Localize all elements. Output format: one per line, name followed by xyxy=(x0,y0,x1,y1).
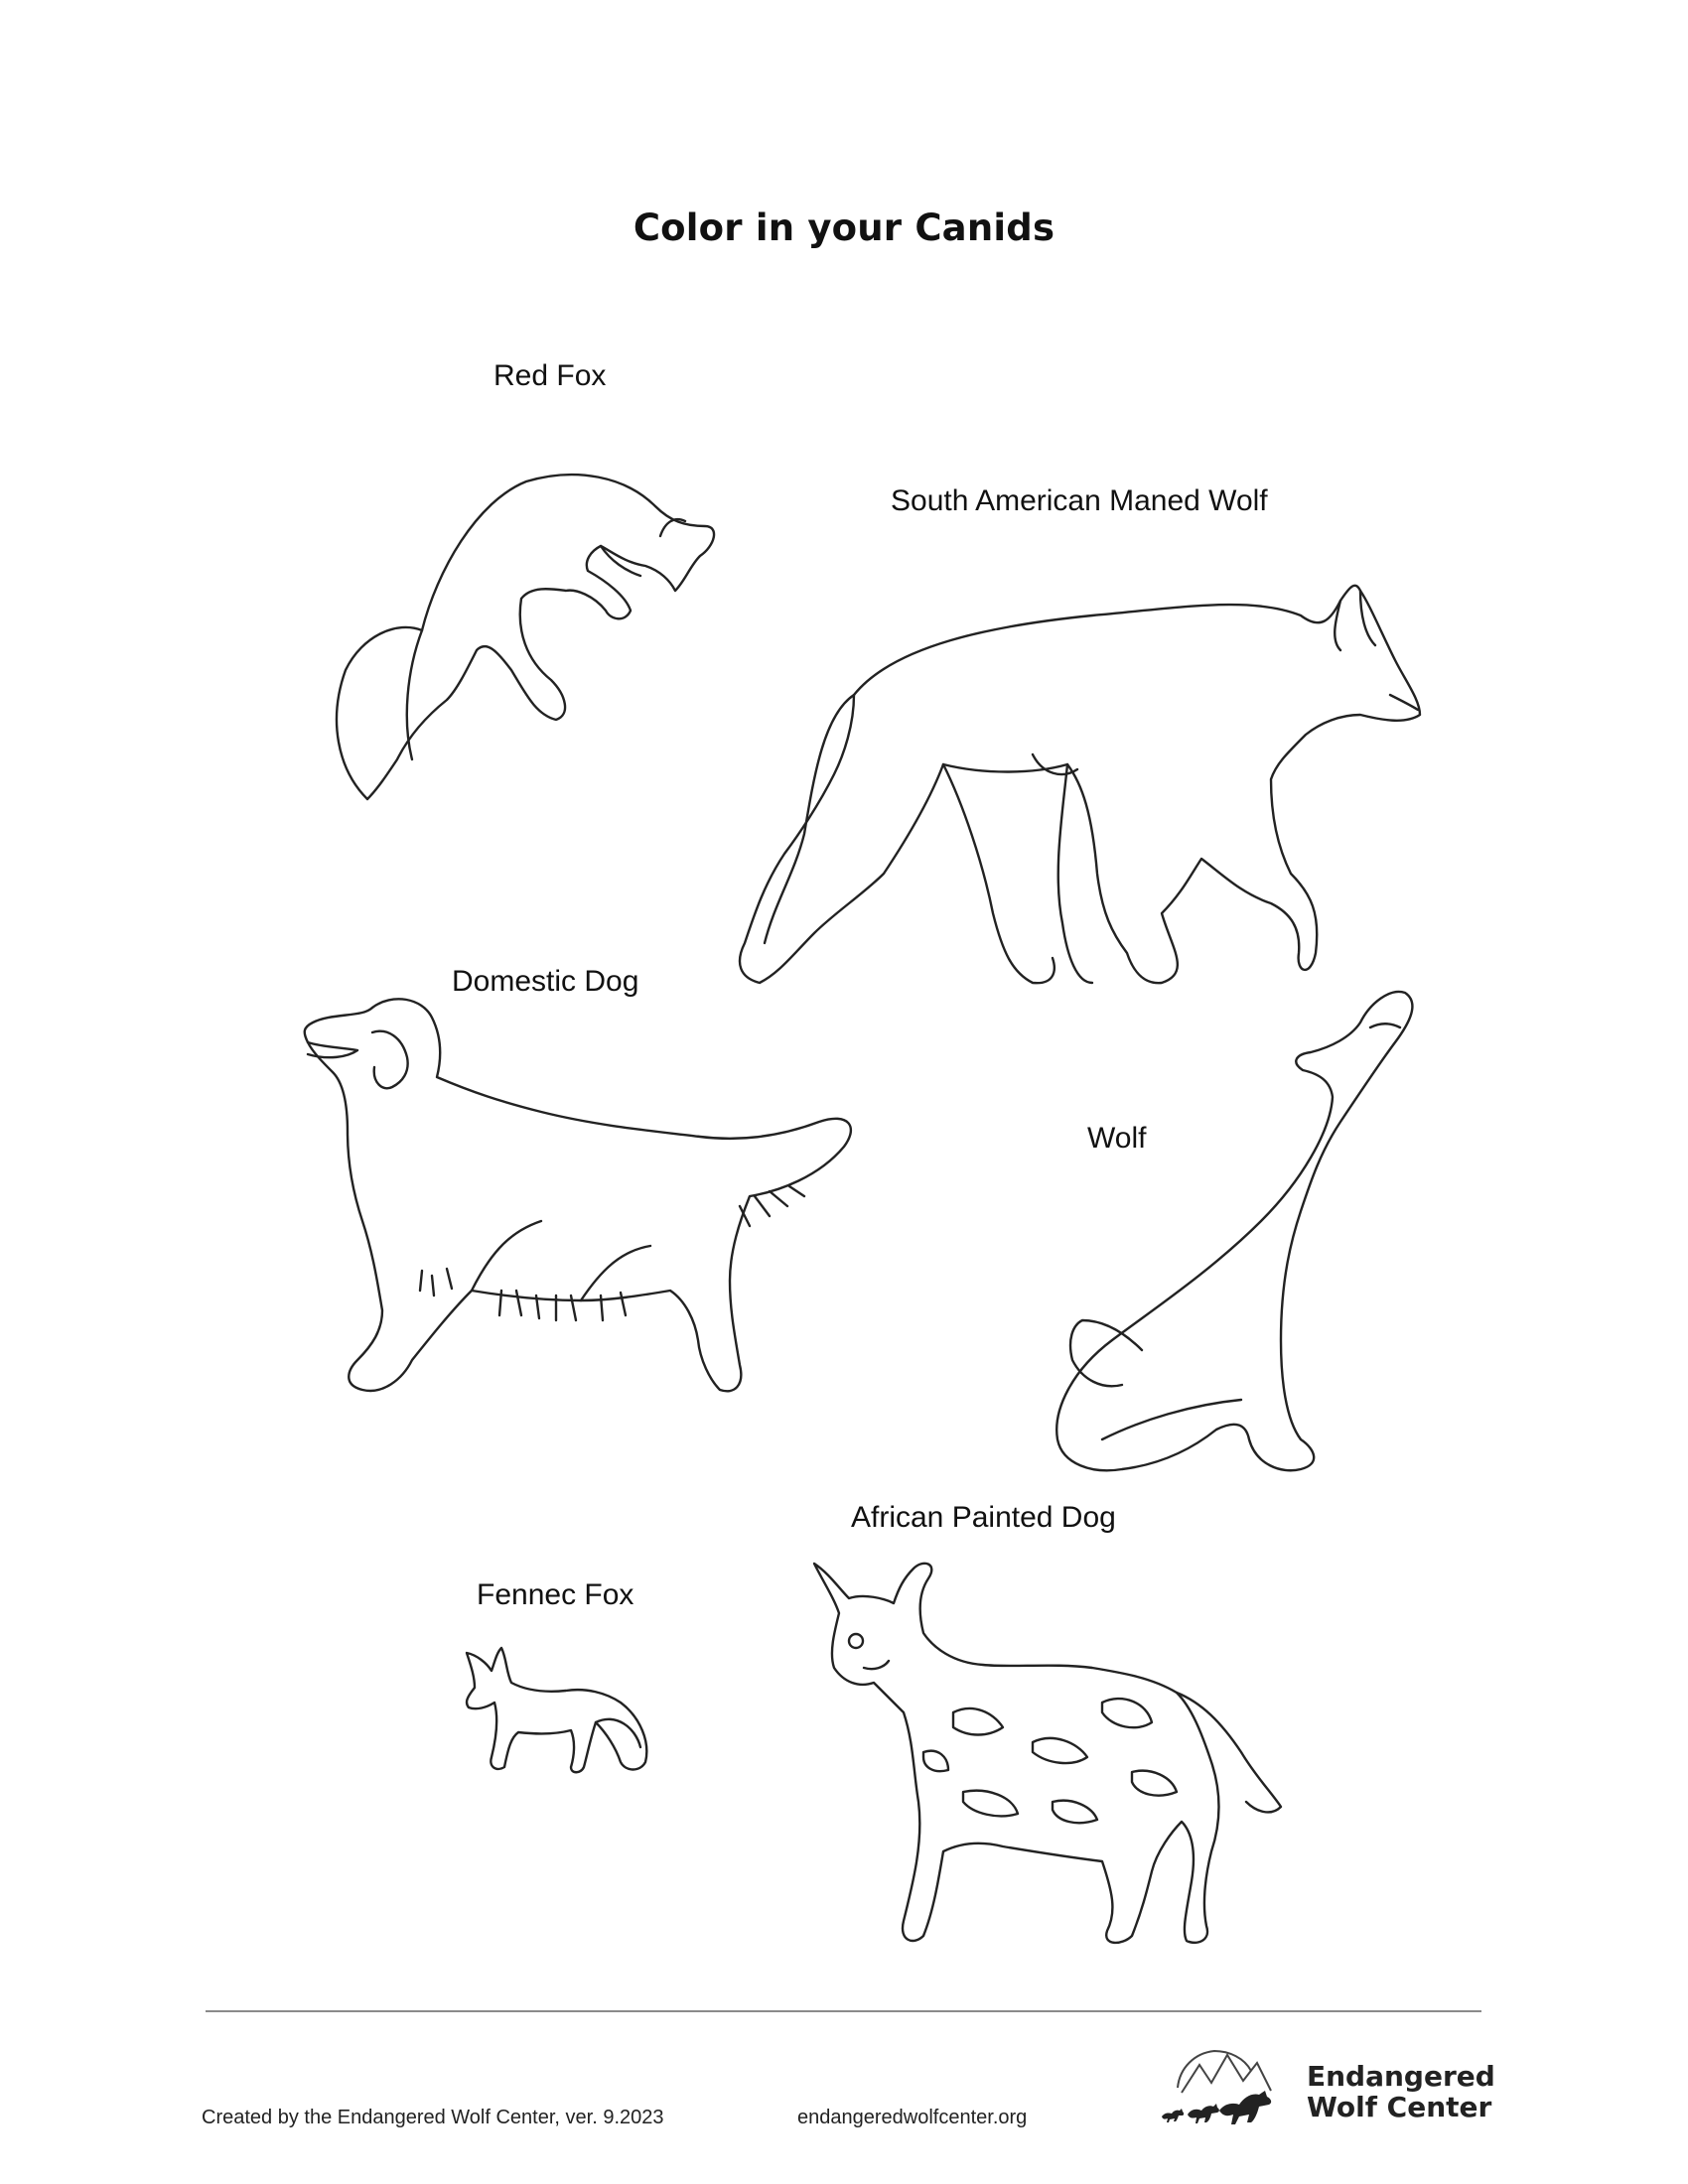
fennec-fox-drawing xyxy=(457,1643,655,1777)
wolf-drawing xyxy=(1043,983,1420,1479)
red-fox-drawing xyxy=(328,472,725,809)
footer-credit: Created by the Endangered Wolf Center, ver. 9.2023 xyxy=(202,2107,664,2128)
endangered-wolf-center-logo xyxy=(1160,2033,1495,2132)
painted-dog-drawing xyxy=(804,1554,1331,1951)
maned-wolf-drawing xyxy=(735,576,1430,1003)
label-painted-dog: African Painted Dog xyxy=(851,1501,1116,1534)
logo-line-1: Endangered xyxy=(1307,2060,1495,2093)
label-wolf: Wolf xyxy=(1087,1122,1147,1155)
logo-wordmark xyxy=(1307,2061,1495,2122)
footer-website[interactable]: endangeredwolfcenter.org xyxy=(797,2107,1028,2128)
logo-line-2: Wolf Center xyxy=(1307,2091,1492,2123)
label-maned-wolf: South American Maned Wolf xyxy=(891,484,1268,517)
label-fennec-fox: Fennec Fox xyxy=(477,1578,634,1611)
footer-divider xyxy=(206,2010,1481,2012)
label-red-fox: Red Fox xyxy=(493,359,607,392)
label-domestic-dog: Domestic Dog xyxy=(452,965,639,998)
wolf-pack-logo-icon xyxy=(1160,2033,1279,2132)
domestic-dog-drawing xyxy=(303,993,859,1410)
page-title: Color in your Canids xyxy=(633,206,1055,249)
